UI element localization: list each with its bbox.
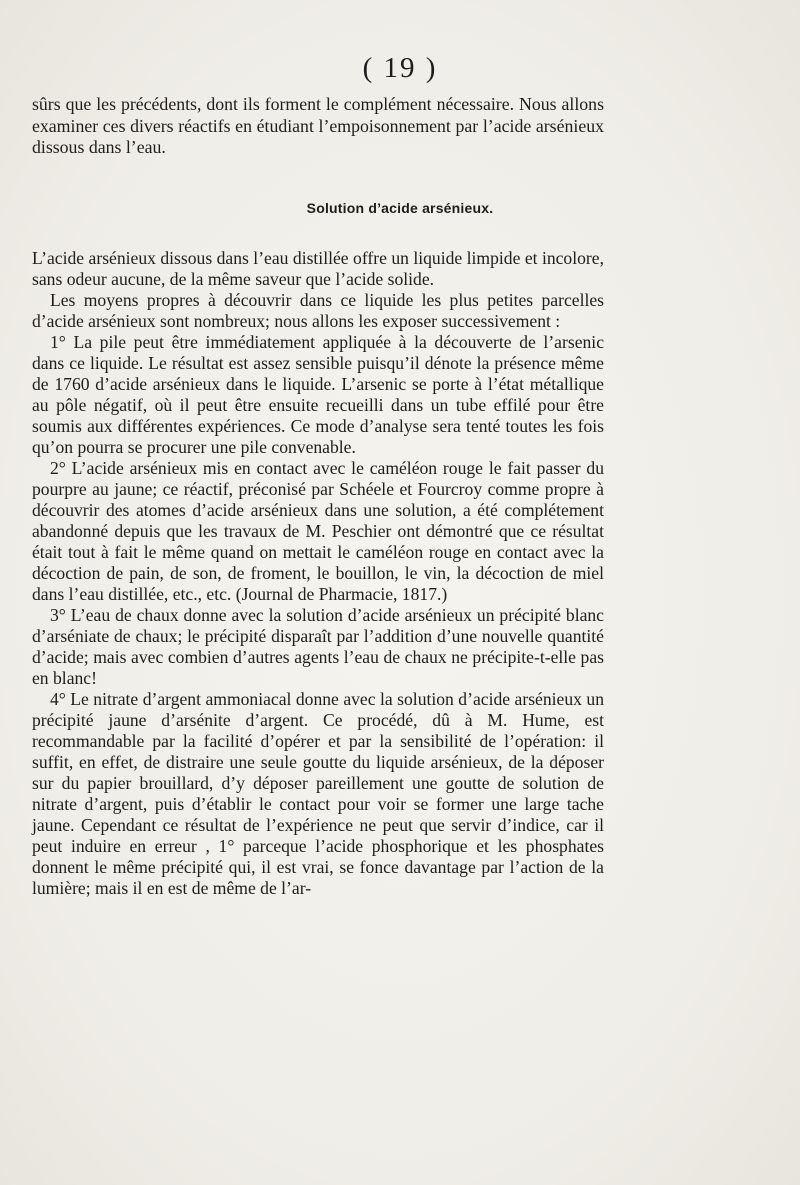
body-text xyxy=(32,248,604,899)
intro-text xyxy=(32,94,604,159)
paragraph-4: 2° L’acide arsénieux mis en contact avec le caméléon rouge le fait passer du pourpre au jaune; ce réactif, préconisé par Schéele et Fourcroy comme propre à découvrir des atomes d’acide arsénieux dans une solution, a été complétement abandonné depuis que les travaux de M. Peschier ont démontré que ce résultat était tout à fait le même quand on mettait le caméléon rouge en contact avec la décoction de pain, de son, de froment, le bouillon, le vin, la décoction de miel dans l’eau distillée, etc., etc. (Journal de Pharmacie, 1817.) xyxy=(32,458,604,604)
paragraph-6: 4° Le nitrate d’argent ammoniacal donne avec la solution d’acide arsénieux un précipité jaune d’arsénite d’argent. Ce procédé, dû à M. Hume, est recommandable par la facilité d’opérer et par la sensibilité de l’opération: il suffit, en effet, de distraire une seule goutte du liquide arsénieux, de la déposer sur du papier brouillard, d’y déposer pareillement une goutte de solution de nitrate d’argent, puis d’établir le contact pour voir se former une large tache jaune. Cependant ce résultat de l’expérience ne peut que servir d’indice, car il peut induire en erreur , 1° parceque l’acide phosphorique et les phosphates donnent le même précipité qui, il est vrai, se fonce davantage par l’action de la lumière; mais il en est de même de l’ar- xyxy=(32,689,604,898)
paragraph-1: L’acide arsénieux dissous dans l’eau distillée offre un liquide limpide et incolore, sans odeur aucune, de la même saveur que l’acide solide. xyxy=(32,248,604,289)
page-number: ( 19 ) xyxy=(362,52,438,84)
intro-paragraph: sûrs que les précédents, dont ils forment le complément nécessaire. Nous allons examiner ces divers réactifs en étudiant l’empoisonnement par l’acide arsénieux dissous dans l’eau. xyxy=(32,94,604,157)
paragraph-5: 3° L’eau de chaux donne avec la solution d’acide arsénieux un précipité blanc d’arséniate de chaux; le précipité disparaît par l’addition d’une nouvelle quantité d’acide; mais avec combien d’autres agents l’eau de chaux ne précipite-t-elle pas en blanc! xyxy=(32,605,604,688)
paragraph-3: 1° La pile peut être immédiatement appliquée à la découverte de l’arsenic dans ce liquide. Le résultat est assez sensible puisqu’il dénote la présence même de 1760 d’acide arsénieux dans le liquide. L’arsenic se porte à l’état métallique au pôle négatif, où il peut être ensuite recueilli dans un tube effilé pour être soumis aux différentes expériences. Ce mode d’analyse sera tenté toutes les fois qu’on pourra se procurer une pile convenable. xyxy=(32,332,604,457)
paragraph-2: Les moyens propres à découvrir dans ce liquide les plus petites parcelles d’acide arsénieux sont nombreux; nous allons les exposer successivement : xyxy=(32,290,604,331)
section-heading: Solution d’acide arsénieux. xyxy=(306,200,494,216)
